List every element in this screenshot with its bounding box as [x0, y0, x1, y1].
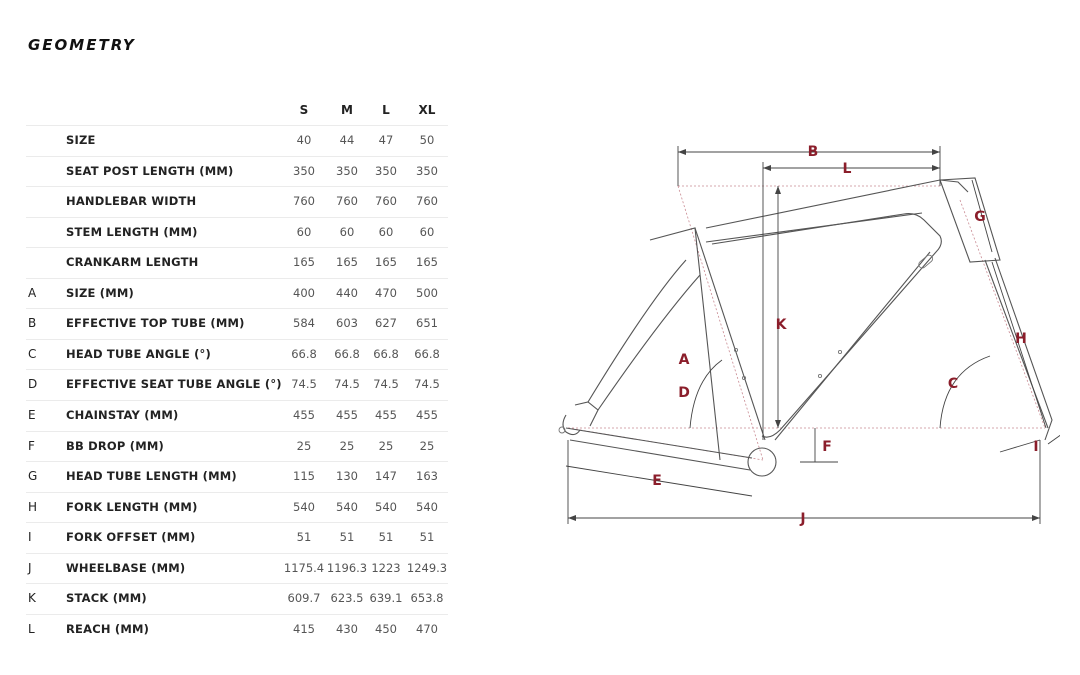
row-value: 1223	[371, 560, 401, 575]
row-value: 415	[293, 621, 315, 636]
table-row	[26, 461, 448, 492]
row-label: SIZE (MM)	[66, 285, 134, 300]
row-value: 66.8	[291, 346, 317, 361]
label-a: A	[678, 352, 690, 368]
row-value: 450	[375, 621, 397, 636]
row-value: 25	[419, 438, 435, 453]
row-value: 430	[336, 621, 358, 636]
label-k: K	[775, 317, 787, 333]
table-row	[26, 217, 448, 248]
row-label: REACH (MM)	[66, 621, 150, 636]
table-row	[26, 492, 448, 523]
row-value: 51	[339, 530, 355, 545]
row-value: 455	[293, 407, 315, 422]
row-letter: E	[28, 407, 36, 422]
row-value: 609.7	[287, 591, 321, 606]
dimension-lines	[566, 146, 1060, 524]
row-value: 165	[293, 255, 315, 270]
row-value: 74.5	[414, 377, 440, 392]
row-value: 165	[375, 255, 397, 270]
size-header-2: L	[382, 103, 390, 117]
table-row	[26, 614, 448, 645]
row-value: 44	[339, 133, 355, 147]
table-row	[26, 522, 448, 553]
row-value: 51	[419, 530, 435, 545]
row-letter: K	[28, 591, 36, 606]
row-value: 25	[378, 438, 394, 453]
row-value: 350	[293, 163, 315, 178]
row-value: 66.8	[414, 346, 440, 361]
row-value: 440	[336, 285, 358, 300]
size-header-1: M	[341, 103, 353, 117]
dimension-arrowheads	[568, 149, 1040, 521]
table-row	[26, 339, 448, 370]
row-value: 60	[339, 224, 355, 239]
table-row	[26, 553, 448, 584]
row-value: 147	[375, 469, 397, 484]
row-value: 66.8	[334, 346, 360, 361]
row-label: EFFECTIVE TOP TUBE (MM)	[66, 316, 245, 331]
row-value: 51	[378, 530, 394, 545]
row-letter: J	[28, 560, 32, 575]
row-label: STEM LENGTH (MM)	[66, 224, 198, 239]
label-d: D	[678, 385, 690, 401]
label-e: E	[652, 473, 662, 489]
table-row	[26, 431, 448, 462]
row-value: 540	[336, 499, 358, 514]
label-c: C	[947, 376, 959, 392]
diagram-labels	[652, 144, 1038, 527]
row-value: 623.5	[330, 591, 364, 606]
row-value: 60	[378, 224, 394, 239]
table-row	[26, 308, 448, 339]
row-label: FORK LENGTH (MM)	[66, 499, 198, 514]
row-value: 51	[296, 530, 312, 545]
table-row	[26, 278, 448, 309]
row-value: 115	[293, 469, 315, 484]
row-value: 603	[336, 316, 358, 331]
row-value: 350	[375, 163, 397, 178]
row-label: BB DROP (MM)	[66, 438, 164, 453]
row-value: 400	[293, 285, 315, 300]
page-title: GEOMETRY	[28, 36, 136, 54]
row-value: 60	[419, 224, 435, 239]
row-value: 1175.4	[283, 560, 325, 575]
row-letter: F	[28, 438, 35, 453]
size-header-3: XL	[418, 103, 436, 117]
row-label: CRANKARM LENGTH	[66, 255, 199, 270]
row-letter: G	[28, 469, 38, 484]
row-letter: C	[28, 346, 37, 361]
row-letter: H	[28, 499, 38, 514]
row-value: 74.5	[373, 377, 399, 392]
table-row	[26, 247, 448, 278]
row-value: 760	[416, 194, 438, 209]
row-label: HEAD TUBE ANGLE (°)	[66, 346, 211, 361]
frame-details	[559, 254, 934, 433]
table-row	[26, 156, 448, 187]
row-letter: D	[28, 377, 38, 392]
row-label: SEAT POST LENGTH (MM)	[66, 163, 234, 178]
row-value: 163	[416, 469, 438, 484]
row-label: HEAD TUBE LENGTH (MM)	[66, 469, 237, 484]
label-g: G	[974, 209, 986, 225]
table-row	[26, 400, 448, 431]
row-value: 760	[375, 194, 397, 209]
row-label: CHAINSTAY (MM)	[66, 407, 179, 422]
row-label: FORK OFFSET (MM)	[66, 530, 196, 545]
row-value: 66.8	[373, 346, 399, 361]
row-value: 540	[293, 499, 315, 514]
row-value: 470	[375, 285, 397, 300]
row-value: 74.5	[334, 377, 360, 392]
row-value: 47	[378, 133, 394, 147]
row-value: 455	[336, 407, 358, 422]
row-value: 350	[336, 163, 358, 178]
table-row	[26, 583, 448, 614]
label-l: L	[842, 161, 852, 177]
row-value: 651	[416, 316, 438, 331]
table-row	[26, 186, 448, 217]
row-value: 540	[416, 499, 438, 514]
row-value: 639.1	[369, 591, 403, 606]
row-value: 540	[375, 499, 397, 514]
row-value: 584	[293, 316, 315, 331]
row-label: EFFECTIVE SEAT TUBE ANGLE (°)	[66, 377, 282, 392]
row-value: 1196.3	[326, 560, 368, 575]
row-value: 25	[339, 438, 355, 453]
row-value: 40	[296, 133, 312, 147]
row-label: HANDLEBAR WIDTH	[66, 194, 197, 209]
row-label: WHEELBASE (MM)	[66, 560, 186, 575]
row-value: 455	[375, 407, 397, 422]
row-value: 455	[416, 407, 438, 422]
row-value: 74.5	[291, 377, 317, 392]
row-letter: A	[28, 285, 37, 300]
label-b: B	[807, 144, 819, 160]
row-value: 350	[416, 163, 438, 178]
guide-lines	[568, 186, 1045, 460]
label-i: I	[1033, 439, 1039, 455]
table-row	[26, 369, 448, 400]
row-label: SIZE	[66, 133, 96, 147]
row-value: 25	[296, 438, 312, 453]
row-value: 627	[375, 316, 397, 331]
row-value: 50	[419, 133, 435, 147]
row-value: 1249.3	[406, 560, 448, 575]
label-j: J	[800, 511, 806, 527]
row-value: 130	[336, 469, 358, 484]
row-letter: L	[28, 621, 35, 636]
row-letter: I	[28, 530, 32, 545]
table-row	[26, 125, 448, 156]
row-value: 165	[336, 255, 358, 270]
row-value: 165	[416, 255, 438, 270]
label-h: H	[1015, 331, 1027, 347]
frame-geometry-diagram	[540, 100, 1060, 530]
row-value: 500	[416, 285, 438, 300]
row-value: 760	[336, 194, 358, 209]
row-value: 760	[293, 194, 315, 209]
row-value: 470	[416, 621, 438, 636]
row-value: 60	[296, 224, 312, 239]
row-letter: B	[28, 316, 37, 331]
row-label: STACK (MM)	[66, 591, 147, 606]
row-value: 653.8	[410, 591, 444, 606]
label-f: F	[822, 439, 832, 455]
size-header-0: S	[299, 103, 309, 117]
